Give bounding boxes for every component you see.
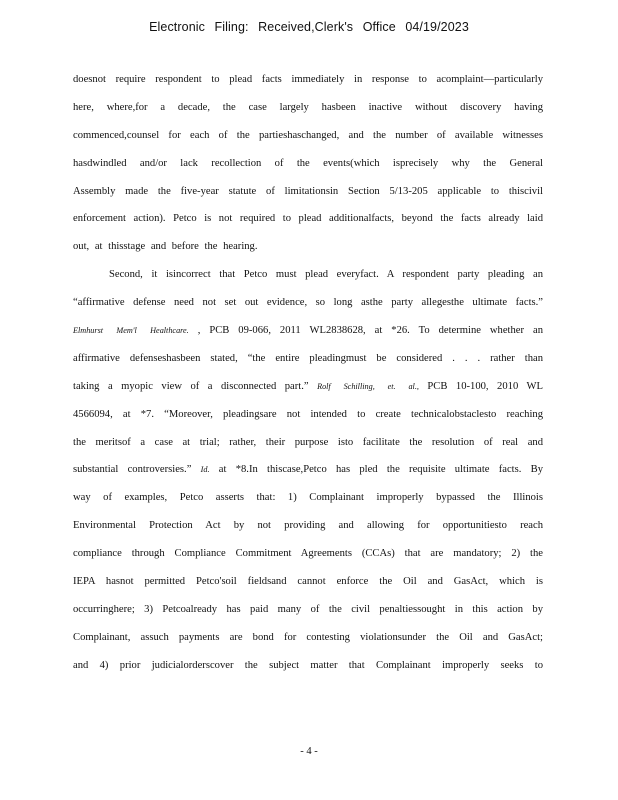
- text-line-4: hasdwindled and/or lack recollection of the events(which isprecisely why the General: [73, 157, 543, 169]
- text-line-10: Elmhurst Mem'l Healthcare. , PCB 09-066, 2011 WL2838628, at *26. To determine whether an: [73, 325, 543, 337]
- filing-header: Electronic Filing: Received,Clerk's Office 04/19/2023: [149, 20, 469, 34]
- text-line-7: out, at thisstage and before the hearing.: [73, 241, 258, 253]
- text-line-20: occurringhere; 3) Petcoalready has paid many of the civil penaltiessought in this action by: [73, 603, 543, 615]
- text-line-11: affirmative defenseshasbeen stated, “the entire pleadingmust be considered . . . rather than: [73, 352, 543, 364]
- text-line-19: IEPA hasnot permitted Petco'soil fieldsand cannot enforce the Oil and GasAct, which is: [73, 576, 543, 588]
- text-line-18: compliance through Compliance Commitment Agreements (CCAs) that are mandatory; 2) the: [73, 548, 543, 560]
- case-citation: Rolf Schilling, et. al.,: [317, 381, 419, 391]
- case-citation: Elmhurst Mem'l Healthcare.: [73, 326, 189, 336]
- text-line-21: Complainant, assuch payments are bond for contesting violationsunder the Oil and GasAct;: [73, 631, 543, 643]
- text-line-3: commenced,counsel for each of the partieshaschanged, and the number of available witnesses: [73, 129, 543, 141]
- text-line-2: here, where,for a decade, the case largely hasbeen inactive without discovery having: [73, 101, 543, 113]
- text-line-13: 4566094, at *7. “Moreover, pleadingsare not intended to create technicalobstaclesto reaching: [73, 408, 543, 420]
- text-line-9: “affirmative defense need not set out evidence, so long asthe party allegesthe ultimate facts.”: [73, 297, 543, 309]
- text-line-15: substantial controversies.” Id. at *8.In thiscase,Petco has pled the requisite ultimate facts. By: [73, 464, 544, 476]
- document-body: [73, 70, 543, 684]
- text-line-16: way of examples, Petco asserts that: 1) Complainant improperly bypassed the Illinois: [73, 492, 543, 504]
- case-citation: Id.: [200, 465, 210, 475]
- text-line-6: enforcement action). Petco is not required to plead additionalfacts, beyond the facts already laid: [73, 213, 543, 225]
- text-line-22: and 4) prior judicialorderscover the subject matter that Complainant improperly seeks to: [73, 659, 543, 671]
- text-line-1: doesnot require respondent to plead facts immediately in response to acomplaint—particularly: [73, 74, 543, 85]
- text-line-17: Environmental Protection Act by not providing and allowing for opportunitiesto reach: [73, 520, 543, 532]
- text-line-5: Assembly made the five-year statute of limitationsin Section 5/13-205 applicable to thiscivil: [73, 185, 543, 197]
- text-line-12: taking a myopic view of a disconnected part.” Rolf Schilling, et. al., PCB 10-100, 2010 WL: [73, 380, 543, 392]
- text-line-14: the meritsof a case at trial; rather, their purpose isto facilitate the resolution of real and: [73, 436, 543, 448]
- page-number: - 4 -: [300, 746, 318, 757]
- text-line-8: Second, it isincorrect that Petco must plead everyfact. A respondent party pleading an: [109, 269, 543, 281]
